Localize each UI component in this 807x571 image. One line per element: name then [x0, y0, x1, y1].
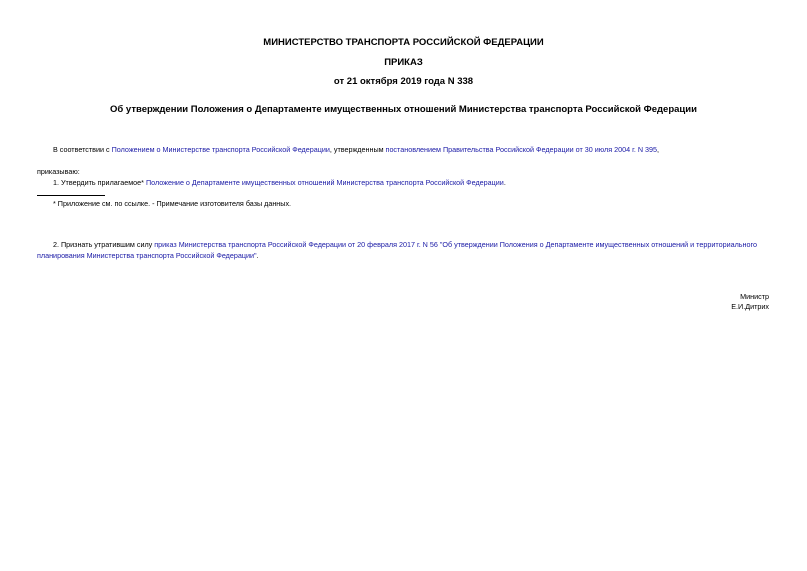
government-decree-link[interactable]: постановлением Правительства Российской Федерации от 30 июля 2004 г. N 395	[385, 145, 657, 154]
item-1-paragraph	[53, 177, 506, 188]
document-type: ПРИКАЗ	[384, 57, 423, 68]
item-1-text-2: .	[503, 178, 506, 187]
repealed-order-link-cont[interactable]: планирования Министерства транспорта Российской Федерации"	[37, 251, 257, 260]
signature-position: Министр	[740, 292, 769, 301]
repealed-order-link[interactable]: приказ Министерства транспорта Российской Федерации от 20 февраля 2017 г. N 56 "Об утверждении Положения о Департаменте имущественных отношений и территориального	[154, 240, 757, 249]
ministry-heading: МИНИСТЕРСТВО ТРАНСПОРТА РОССИЙСКОЙ ФЕДЕРАЦИИ	[263, 37, 544, 48]
item-1-text-1: 1. Утвердить прилагаемое*	[53, 178, 146, 187]
signature-name: Е.И.Дитрих	[731, 302, 769, 311]
preamble-text-1: В соответствии с	[53, 145, 112, 154]
footnote-divider	[37, 195, 105, 196]
preamble-text-3: ,	[657, 145, 659, 154]
order-word: приказываю:	[37, 167, 80, 176]
item-2-text-1: 2. Признать утратившим силу	[53, 240, 155, 249]
document-title: Об утверждении Положения о Департаменте имущественных отношений Министерства транспорта Российской Федерации	[110, 104, 697, 115]
department-regulation-link[interactable]: Положение о Департаменте имущественных отношений Министерства транспорта Российской Федерации	[145, 178, 504, 187]
item-2-text-2: .	[256, 251, 259, 260]
document-date-number: от 21 октября 2019 года N 338	[333, 76, 474, 87]
preamble-text-2: , утвержденным	[329, 145, 386, 154]
item-2-line-2	[37, 250, 259, 261]
footnote: * Приложение см. по ссылке. - Примечание изготовителя базы данных.	[53, 199, 292, 208]
preamble-paragraph	[53, 144, 659, 155]
item-2-line-1	[53, 239, 757, 250]
ministry-regulation-link[interactable]: Положением о Министерстве транспорта Российской Федерации	[111, 145, 330, 154]
